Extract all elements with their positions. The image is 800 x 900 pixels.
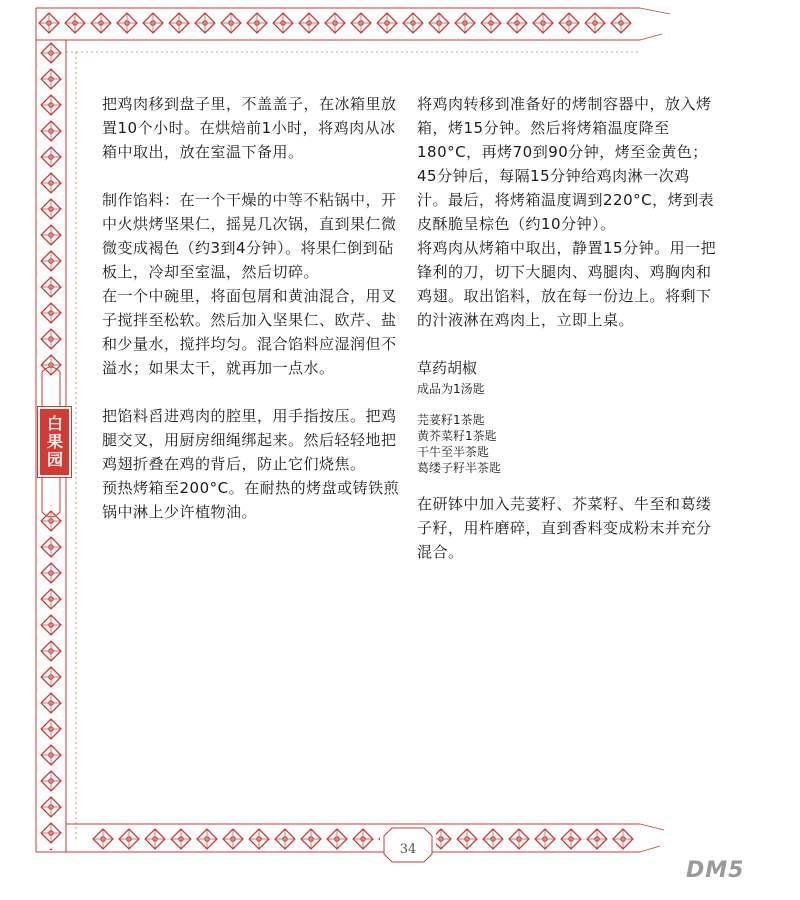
recipe-title: 草药胡椒 [417, 359, 478, 377]
recipe-yield: 成品为1汤匙 [417, 382, 485, 396]
ingredient-item: 干牛至半茶匙 [417, 445, 490, 459]
watermark: DM5 [686, 858, 745, 883]
ingredient-item: 芫荽籽1茶匙 [417, 413, 485, 427]
paragraph-stuff-chicken: 把馅料舀进鸡肉的腔里，用手指按压。把鸡腿交叉，用厨房细绳绑起来。然后轻轻地把鸡翅折叠在鸡的背后，防止它们烧焦。 [102, 407, 397, 473]
ingredient-item: 黄芥菜籽1茶匙 [417, 429, 497, 443]
ingredient-item: 葛缕子籽半茶匙 [417, 461, 502, 475]
chapter-tab-label: 白果园 [38, 407, 71, 477]
paragraph-stuffing-mix: 在一个中碗里，将面包屑和黄油混合，用叉子搅拌至松软。然后加入坚果仁、欧芹、盐和少量水，搅拌均匀。混合馅料应湿润但不溢水；如果太干，就再加一点水。 [102, 287, 397, 377]
ingredient-list [417, 412, 717, 476]
chapter-tab [34, 382, 74, 502]
paragraph-roast: 将鸡肉转移到准备好的烤制容器中，放入烤箱，烤15分钟。然后将烤箱温度降至180°C，再烤70到90分钟，烤至金黄色；45分钟后，每隔15分钟给鸡肉淋一次鸡汁。最后，将烤箱温度调到220°C，烤到表皮酥脆呈棕色（约10分钟）。 [417, 95, 715, 233]
paragraph-marinate: 把鸡肉移到盘子里，不盖盖子，在冰箱里放置10个小时。在烘焙前1小时，将鸡肉从冰箱中取出，放在室温下备用。 [102, 95, 397, 161]
paragraph-stuffing-nuts: 制作馅料：在一个干燥的中等不粘锅中，开中火烘烤坚果仁，摇晃几次锅，直到果仁微微变成褐色（约3到4分钟）。将果仁倒到砧板上，冷却至室温，然后切碎。 [102, 191, 397, 281]
paragraph-serve: 将鸡肉从烤箱中取出，静置15分钟。用一把锋利的刀，切下大腿肉、鸡腿肉、鸡胸肉和鸡翅。取出馅料，放在每一份边上。将剩下的汁液淋在鸡肉上，立即上桌。 [417, 239, 717, 329]
recipe-instructions: 在研钵中加入芫荽籽、芥菜籽、牛至和葛缕子籽，用杵磨碎，直到香料变成粉末并充分混合。 [417, 495, 712, 561]
right-column [417, 92, 717, 564]
paragraph-preheat: 预热烤箱至200°C。在耐热的烤盘或铸铁煎锅中淋上少许植物油。 [102, 479, 400, 521]
left-column [102, 92, 402, 524]
page-number: 34 [399, 841, 417, 857]
